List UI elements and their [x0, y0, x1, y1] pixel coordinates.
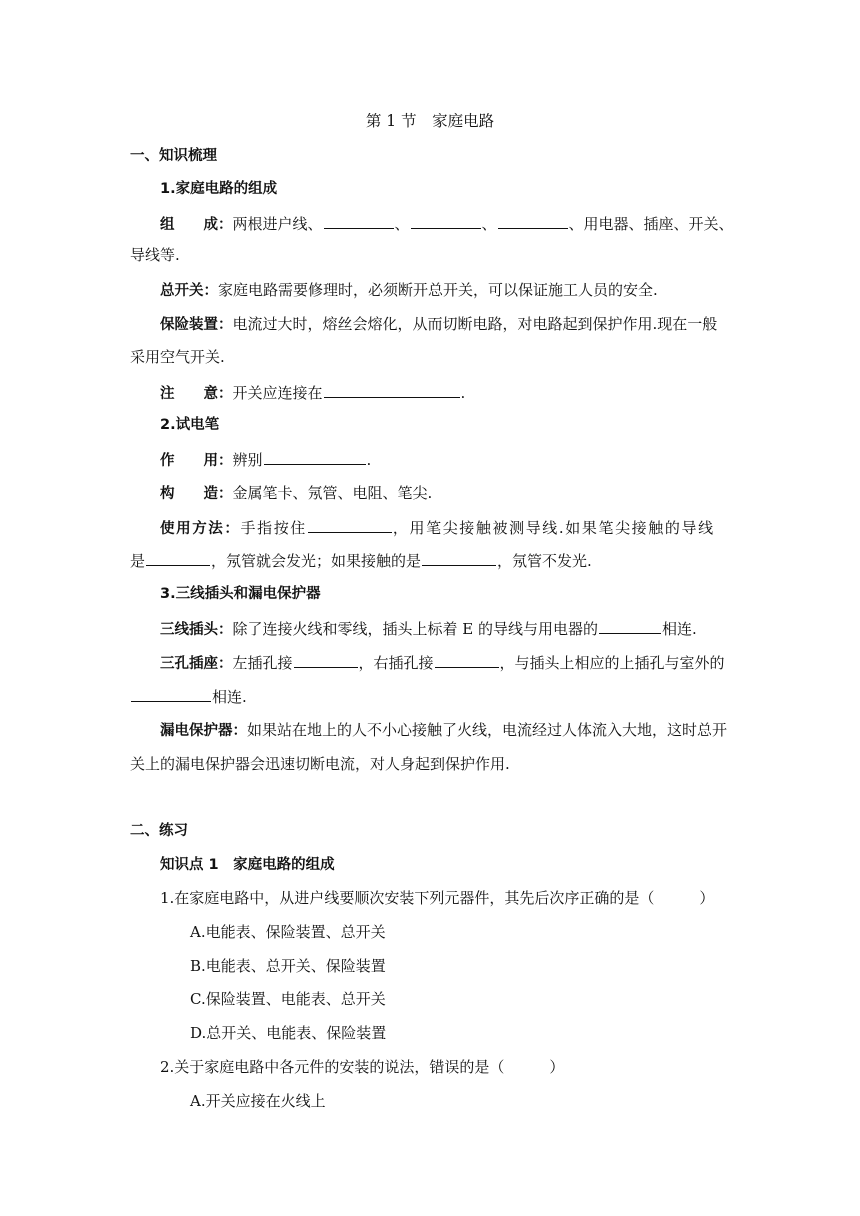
- blank-7: [146, 550, 210, 566]
- zuoyong-text: 辨别: [232, 451, 263, 469]
- shiyong-cont: [130, 550, 592, 571]
- shiyong-label: 使用方法：: [160, 521, 241, 537]
- blank-11: [435, 652, 499, 668]
- section1-heading: 一、知识梳理: [130, 148, 217, 164]
- baoxian-label: 保险装置：: [160, 317, 233, 333]
- chazuo-line: [160, 652, 725, 674]
- chatou-label: 三线插头：: [160, 622, 233, 638]
- gouzao-text: 金属笔卡、氖管、电阻、笔尖.: [232, 484, 433, 502]
- baoxian-line: [160, 314, 717, 335]
- baoxian-text: 电流过大时，熔丝会熔化，从而切断电路，对电路起到保护作用.现在一般: [232, 315, 718, 333]
- shiyong-text-b: ，用笔尖接触被测导线.如果笔尖接触的导线: [392, 519, 715, 537]
- question-1-option-d: D.总开关、电能表、保险装置: [190, 1024, 387, 1042]
- title-name: 家庭电路: [432, 112, 495, 130]
- section2-heading: 二、练习: [130, 823, 188, 839]
- blank-12: [131, 686, 211, 702]
- chazuo-cont: [130, 686, 247, 707]
- blank-6: [308, 517, 392, 533]
- title-number: 第 1 节: [365, 112, 417, 130]
- loudian-line: [160, 720, 727, 741]
- chazuo-label: 三孔插座：: [160, 656, 233, 672]
- zucheng-text-b: 、用电器、插座、开关、: [568, 215, 734, 233]
- zhuyi-label: 注 意：: [160, 386, 233, 402]
- zucheng-cont: 导线等.: [130, 246, 180, 264]
- knowledge-point-1: 知识点 1 家庭电路的组成: [160, 857, 335, 873]
- subheading-2: 2.试电笔: [160, 417, 220, 433]
- subheading-3: 3.三线插头和漏电保护器: [160, 586, 321, 602]
- zongkaiguan-text: 家庭电路需要修理时，必须断开总开关，可以保证施工人员的安全.: [218, 281, 658, 299]
- zhuyi-line: 注 意：开关应连接在 .: [160, 384, 466, 402]
- loudian-cont: 关上的漏电保护器会迅速切断电流，对人身起到保护作用.: [130, 755, 510, 773]
- gouzao-line: [160, 483, 432, 504]
- question-1-option-a: A.电能表、保险装置、总开关: [190, 923, 386, 941]
- blank-1: [324, 213, 394, 229]
- zucheng-text-a: 两根进户线、: [232, 215, 323, 233]
- chazuo-text-c: ，与插头上相应的上插孔与室外的: [499, 654, 725, 672]
- chazuo-text-b: ，右插孔接: [358, 654, 434, 672]
- question-1-option-c: C.保险装置、电能表、总开关: [190, 990, 386, 1008]
- zucheng-label: 组 成：: [160, 217, 233, 233]
- blank-5: [264, 449, 366, 465]
- blank-2: [411, 213, 481, 229]
- blank-4: [324, 382, 460, 398]
- subheading-1: 1.家庭电路的组成: [160, 181, 278, 197]
- zuoyong-label: 作 用：: [160, 453, 233, 469]
- chatou-end: 相连.: [662, 620, 697, 638]
- zongkaiguan-label: 总开关：: [160, 283, 218, 299]
- loudian-label: 漏电保护器：: [160, 723, 247, 739]
- question-1-stem: 1.在家庭电路中，从进户线要顺次安装下列元器件，其先后次序正确的是（ ）: [160, 889, 715, 907]
- blank-3: [498, 213, 568, 229]
- shiyong-line: [160, 517, 715, 539]
- blank-10: [294, 652, 358, 668]
- blank-9: [599, 618, 661, 634]
- chatou-text: 除了连接火线和零线，插头上标着 E 的导线与用电器的: [232, 620, 598, 638]
- zuoyong-line: 作 用：辨别 .: [160, 451, 372, 469]
- question-1-option-b: B.电能表、总开关、保险装置: [190, 957, 386, 975]
- blank-8: [422, 550, 496, 566]
- chazuo-end: 相连.: [212, 688, 247, 706]
- chazuo-text-a: 左插孔接: [232, 654, 293, 672]
- baoxian-cont: 采用空气开关.: [130, 348, 225, 366]
- shiyong-text-a: 手指按住: [240, 519, 307, 537]
- chatou-line: [160, 618, 697, 640]
- gouzao-label: 构 造：: [160, 486, 233, 502]
- shiyong-cont-b: ，氖管就会发光；如果接触的是: [211, 552, 422, 570]
- zucheng-line: 组 成：两根进户线、 、 、 、用电器、插座、开关、: [160, 215, 734, 233]
- page-title: [0, 111, 860, 131]
- shiyong-cont-c: ，氖管不发光.: [497, 552, 592, 570]
- zongkaiguan-line: [160, 280, 658, 301]
- question-2-stem: 2.关于家庭电路中各元件的安装的说法，错误的是（ ）: [160, 1058, 565, 1076]
- question-2-option-a: A.开关应接在火线上: [190, 1092, 326, 1110]
- zhuyi-text: 开关应连接在: [232, 384, 323, 402]
- loudian-text: 如果站在地上的人不小心接触了火线，电流经过人体流入大地，这时总开: [247, 721, 728, 739]
- shiyong-cont-a: 是: [130, 552, 146, 570]
